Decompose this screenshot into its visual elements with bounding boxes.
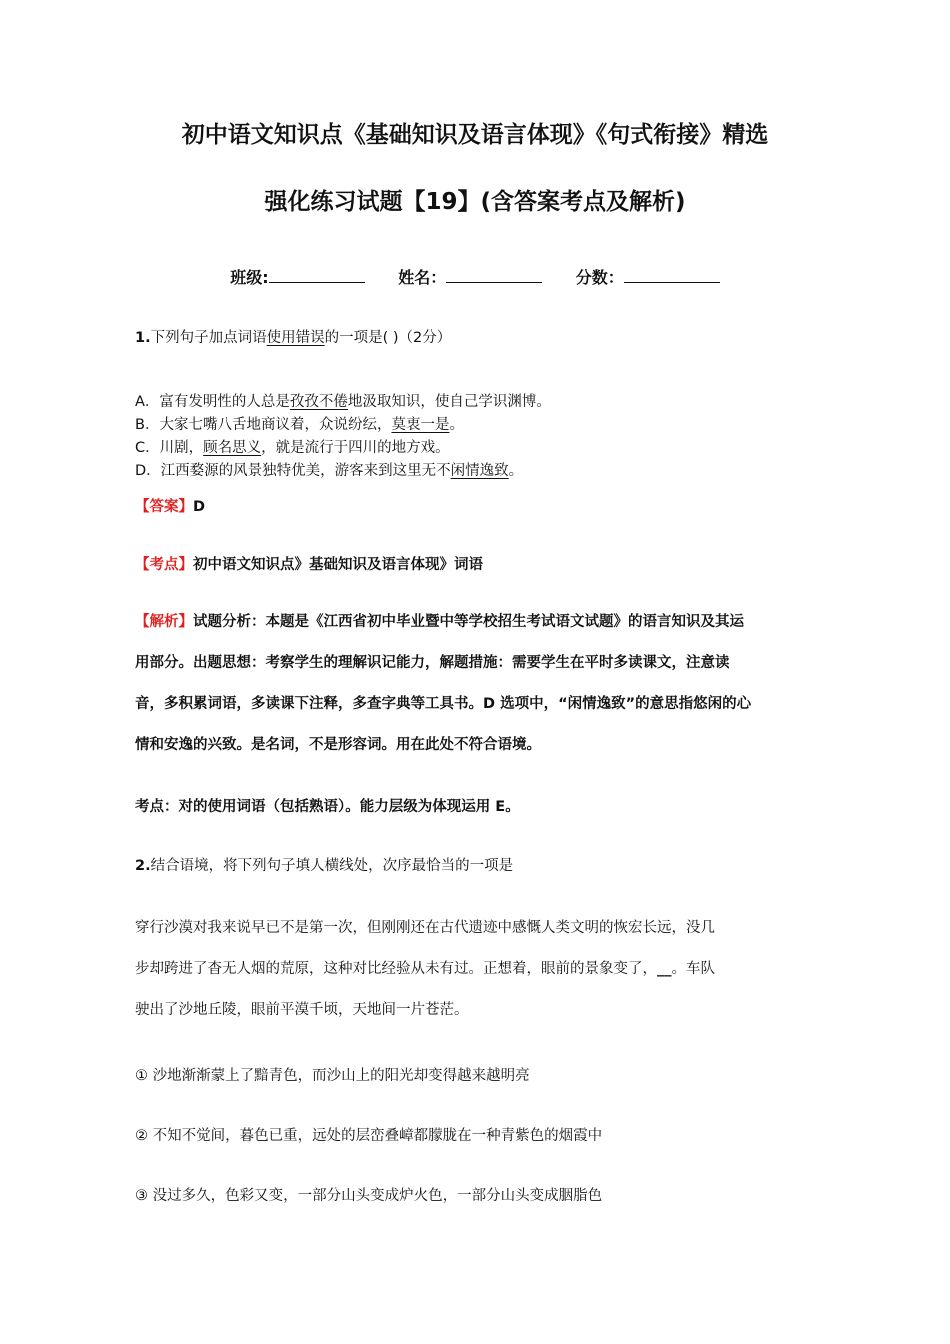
option-text: D．江西婺源的风景独特优美，游客来到这里无不 (135, 463, 451, 479)
q1-answer (135, 497, 815, 517)
q1-stem (135, 328, 815, 348)
title-line-2: 强化练习试题【19】(含答案考点及解析) (264, 189, 686, 215)
q1-stem-underlined: 使用错误 (266, 330, 325, 346)
class-field (230, 268, 364, 287)
q2-item-2: ② 不知不觉间，暮色已重，远处的层峦叠嶂都朦胧在一种青紫色的烟霞中 (135, 1128, 603, 1144)
score-field (576, 268, 720, 287)
q1-kaodian-summary: 考点：对的使用词语（包括熟语）。能力层级为体现运用 E。 (135, 799, 520, 815)
jiexi-tag: 【解析】 (135, 614, 193, 630)
passage-after-blank: 。车队 (671, 961, 715, 977)
q2-item-1: ① 沙地渐渐蒙上了黯青色，而沙山上的阳光却变得越来越明亮 (135, 1068, 530, 1084)
passage-line: 穿行沙漠对我来说早已不是第一次，但刚刚还在古代遗迹中感慨人类文明的恢宏长远，没几 (135, 920, 715, 936)
answer-tag: 【答案】 (135, 499, 193, 515)
jiexi-line (135, 612, 815, 653)
q1-jiexi (135, 612, 815, 776)
jiexi-line: 音，多积累词语，多读课下注释，多查字典等工具书。D 选项中，“闲情逸致”的意思指悠闲的心 (135, 696, 752, 712)
option-text-end: 。 (449, 417, 464, 433)
option-underlined: 莫衷一是 (391, 417, 450, 433)
option-text-end: 。 (508, 463, 524, 479)
class-blank (269, 268, 365, 283)
jiexi-line: 用部分。出题思想：考察学生的理解识记能力，解题措施：需要学生在平时多读课文，注意读 (135, 655, 730, 671)
q1-kaodian (135, 555, 815, 575)
q2-stem-text: 结合语境，将下列句子填人横线处，次序最恰当的一项是 (150, 858, 514, 874)
score-label: 分数： (575, 268, 624, 287)
q1-option-d (135, 461, 815, 481)
score-blank (624, 268, 720, 283)
option-text: C．川剧， (135, 440, 204, 456)
name-label: 姓名： (398, 268, 447, 287)
passage-line: 驶出了沙地丘陵，眼前平漠千顷，天地间一片苍茫。 (135, 1002, 469, 1018)
option-text: A．富有发明性的人总是 (135, 394, 290, 410)
passage-blank: __ (657, 961, 672, 977)
option-underlined: 顾名思义 (203, 440, 262, 456)
q2-item-3: ③ 没过多久，色彩又变，一部分山头变成炉火色，一部分山头变成胭脂色 (135, 1188, 603, 1204)
passage-line (135, 959, 815, 1000)
option-underlined: 闲情逸致 (450, 463, 509, 479)
q1-option-b (135, 415, 815, 435)
kaodian-tag: 【考点】 (135, 557, 193, 573)
answer-value: D (193, 499, 206, 515)
class-label: 班级: (230, 268, 269, 287)
passage-line-text: 步却跨进了杳无人烟的荒原，这种对比经验从未有过。正想着，眼前的景象变了， (135, 961, 657, 977)
q1-stem-pre: 下列句子加点词语 (150, 330, 267, 346)
q1-option-a (135, 392, 815, 412)
student-info-fields (0, 265, 950, 288)
option-text-end: 地汲取知识，使自己学识渊博。 (347, 394, 551, 410)
q2-stem (135, 856, 815, 876)
q1-number: 1. (135, 330, 151, 346)
name-blank (446, 268, 542, 283)
name-field (398, 268, 542, 287)
option-underlined: 孜孜不倦 (289, 394, 348, 410)
q2-passage (135, 918, 815, 1041)
q1-stem-post: 的一项是( )（2分） (324, 330, 452, 346)
option-text: B．大家七嘴八舌地商议着，众说纷纭， (135, 417, 392, 433)
title-line-1: 初中语文知识点《基础知识及语言体现》《句式衔接》精选 (181, 122, 769, 148)
jiexi-line: 情和安逸的兴致。是名词，不是形容词。用在此处不符合语境。 (135, 737, 541, 753)
q1-option-c (135, 438, 815, 458)
kaodian-text: 初中语文知识点》基础知识及语言体现》词语 (193, 557, 483, 573)
q2-number: 2. (135, 858, 151, 874)
option-text-end: ，就是流行于四川的地方戏。 (261, 440, 450, 456)
jiexi-line-text: 试题分析：本题是《江西省初中毕业暨中等学校招生考试语文试题》的语言知识及其运 (193, 614, 744, 630)
